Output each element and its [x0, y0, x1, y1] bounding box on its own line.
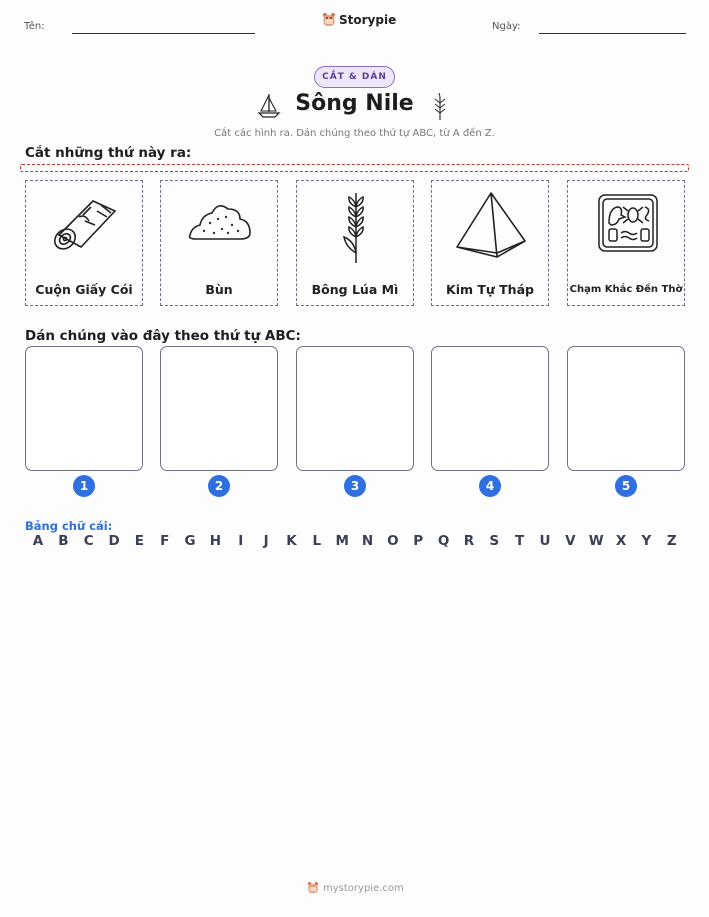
- wheat-icon: [316, 187, 396, 267]
- cut-card-papyrus[interactable]: [25, 180, 143, 306]
- alphabet-letter: C: [83, 533, 94, 549]
- brand-logo: [322, 12, 396, 28]
- cut-card-label: Bông Lúa Mì: [311, 282, 399, 297]
- name-label: Tên:: [24, 21, 45, 32]
- footer: [307, 881, 404, 895]
- alphabet-heading: Bảng chữ cái:: [25, 519, 113, 533]
- alphabet-letter: W: [588, 533, 604, 549]
- alphabet-letter: N: [361, 533, 374, 549]
- paste-box-3[interactable]: [296, 346, 414, 471]
- paste-box-2[interactable]: [160, 346, 278, 471]
- alphabet-letter: U: [539, 533, 551, 549]
- alphabet-letter: S: [489, 533, 500, 549]
- papyrus-scroll-icon: [45, 187, 125, 267]
- alphabet-letter: Q: [437, 533, 450, 549]
- wheat-stalk-icon: [430, 91, 450, 121]
- alphabet-letter: G: [184, 533, 196, 549]
- alphabet-letter: R: [463, 533, 475, 549]
- alphabet-letter: J: [263, 533, 269, 549]
- alphabet-letter: O: [387, 533, 399, 549]
- date-label: Ngày:: [492, 21, 521, 32]
- step-number-3: 3: [344, 475, 366, 497]
- step-number-1: 1: [73, 475, 95, 497]
- alphabet-letter: B: [58, 533, 69, 549]
- instructions: Cắt các hình ra. Dán chúng theo thứ tự ABC, từ A đến Z.: [214, 128, 495, 139]
- step-number-2: 2: [208, 475, 230, 497]
- date-line[interactable]: [539, 33, 686, 34]
- alphabet-letter: M: [335, 533, 349, 549]
- footer-url[interactable]: mystorypie.com: [323, 882, 404, 894]
- cut-card-pyramid[interactable]: [431, 180, 549, 306]
- alphabet-letter: H: [209, 533, 222, 549]
- pyramid-icon: [451, 187, 531, 267]
- hieroglyph-carving-icon: [587, 187, 667, 267]
- cut-card-label: Kim Tự Tháp: [446, 282, 534, 297]
- alphabet-letter: X: [615, 533, 627, 549]
- activity-badge: CẮT & DÁN: [314, 66, 395, 88]
- alphabet-letter: Y: [641, 533, 652, 549]
- paste-heading: Dán chúng vào đây theo thứ tự ABC:: [25, 328, 301, 344]
- storypie-logo-icon: [322, 12, 336, 28]
- mud-pile-icon: [180, 187, 260, 267]
- cut-heading: Cắt những thứ này ra:: [25, 145, 192, 161]
- paste-box-5[interactable]: [567, 346, 685, 471]
- alphabet-letter: A: [32, 533, 44, 549]
- storypie-logo-icon: [307, 881, 319, 895]
- cut-card-temple-carving[interactable]: [567, 180, 685, 306]
- paste-box-4[interactable]: [431, 346, 549, 471]
- step-number-4: 4: [479, 475, 501, 497]
- page-title: Sông Nile: [295, 91, 414, 116]
- alphabet-letter: I: [238, 533, 244, 549]
- cut-card-mud[interactable]: [160, 180, 278, 306]
- alphabet-letter: F: [160, 533, 170, 549]
- alphabet-letter: P: [413, 533, 424, 549]
- name-line[interactable]: [72, 33, 255, 34]
- cut-card-label: Bùn: [205, 282, 233, 297]
- alphabet-letter: D: [108, 533, 120, 549]
- cut-card-wheat[interactable]: [296, 180, 414, 306]
- alphabet-letter: L: [312, 533, 322, 549]
- alphabet-letter: Z: [666, 533, 677, 549]
- alphabet-letter: V: [565, 533, 576, 549]
- alphabet-letter: T: [515, 533, 525, 549]
- cut-card-label: Chạm Khắc Đền Thờ: [569, 284, 683, 295]
- alphabet-letter: K: [286, 533, 297, 549]
- cut-line: [20, 164, 689, 172]
- cut-card-label: Cuộn Giấy Cói: [35, 282, 133, 297]
- step-number-5: 5: [615, 475, 637, 497]
- paste-box-1[interactable]: [25, 346, 143, 471]
- brand-name: Storypie: [339, 13, 397, 27]
- alphabet-letter: E: [134, 533, 144, 549]
